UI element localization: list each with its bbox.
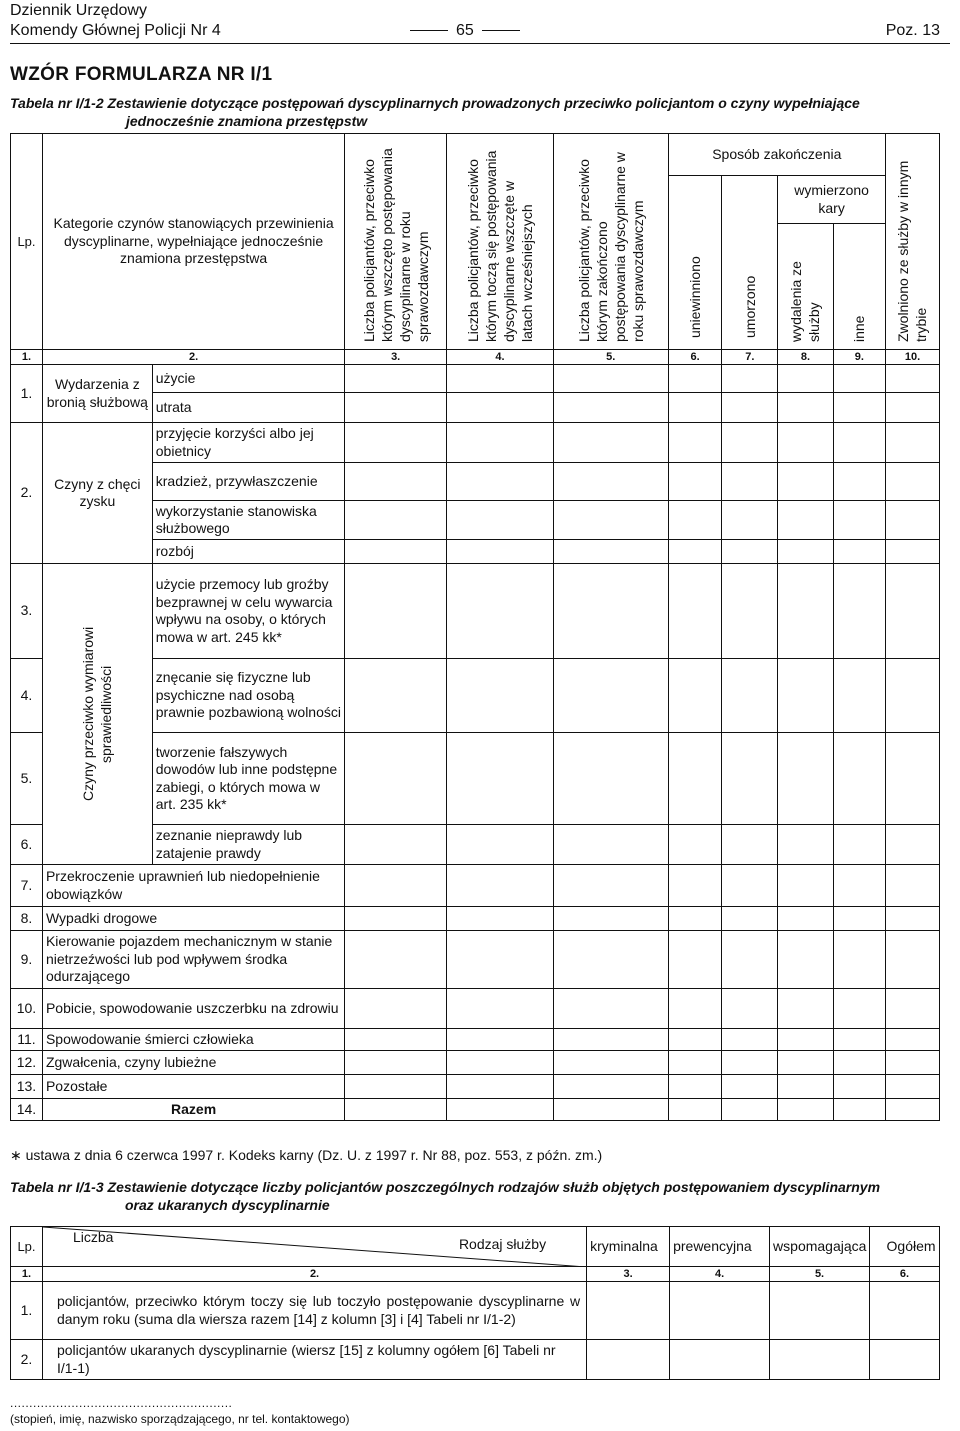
page-number-block (410, 21, 520, 40)
header-col4 (447, 134, 554, 350)
header-penalty: wymierzono kary (778, 176, 886, 224)
table-row (11, 1075, 940, 1099)
journal-name: Dziennik Urzędowy (10, 2, 147, 19)
header-col5 (553, 134, 668, 350)
table-row (11, 423, 940, 463)
table-row (11, 564, 940, 659)
colnum-9: 9. (833, 350, 885, 365)
row-label: znęcanie się fizyczne lub psychiczne nad osobą prawnie pozbawioną wolności (152, 659, 344, 733)
t2-header-total (870, 1227, 940, 1267)
row-number: 4. (11, 659, 43, 733)
row-label-total: Razem (42, 1099, 344, 1121)
group-justice (42, 564, 152, 865)
header-col5-text: Liczba policjantów, przeciwko którym zakończono postępowania dyscyplinarne w roku sprawozdawczym (575, 151, 646, 342)
signature-dots: .......................................................... (10, 1396, 233, 1410)
t2-header-prevention (670, 1227, 770, 1267)
row-label: Przekroczenie uprawnień lub niedopełnienie obowiązków (42, 865, 344, 907)
table-row (11, 907, 940, 931)
row-number: 3. (11, 564, 43, 659)
row-number: 13. (11, 1075, 43, 1099)
t2-header-liczba: Liczba (72, 1229, 114, 1245)
row-number: 1. (11, 365, 43, 423)
row-label: Pobicie, spowodowanie uszczerbku na zdrowiu (42, 989, 344, 1029)
colnum-4: 4. (447, 350, 554, 365)
row-label: użycie (152, 365, 344, 393)
table-row (11, 1340, 940, 1380)
row-number: 2. (11, 423, 43, 564)
header-released (885, 134, 939, 350)
colnum-8: 8. (778, 350, 833, 365)
row-label: utrata (152, 393, 344, 423)
row-label: Kierowanie pojazdem mechanicznym w stanie nietrzeźwości lub pod wpływem środka odurzającego (42, 931, 344, 989)
table-row (11, 1051, 940, 1075)
table-row-total (11, 1099, 940, 1121)
table-row (11, 365, 940, 393)
column-number-row (11, 350, 940, 365)
table2-caption-line2: oraz ukaranych dyscyplinarnie (125, 1197, 330, 1213)
header-divider (10, 43, 950, 44)
t2-colnum-3: 3. (587, 1267, 670, 1282)
table-row (11, 989, 940, 1029)
t2-colnum-4: 4. (670, 1267, 770, 1282)
header-discontinued (722, 176, 778, 350)
row-number: 8. (11, 907, 43, 931)
header-categories: Kategorie czynów stanowiących przewinienia dyscyplinarne, wypełniające jednocześnie znamiona przestępstwa (42, 134, 344, 350)
header-acquitted (668, 176, 722, 350)
colnum-6: 6. (668, 350, 722, 365)
row-label: Pozostałe (42, 1075, 344, 1099)
t2-header-support-text: wspomagająca (773, 1238, 867, 1255)
colnum-10: 10. (885, 350, 939, 365)
t2-colnum-6: 6. (870, 1267, 940, 1282)
row-number: 2. (11, 1340, 43, 1380)
row-number: 5. (11, 733, 43, 825)
row-label: Zgwałcenia, czyny lubieżne (42, 1051, 344, 1075)
row-number: 9. (11, 931, 43, 989)
t2-header-total-text: Ogółem (886, 1238, 936, 1255)
t2-header-criminal (587, 1227, 670, 1267)
footnote: ∗ ustawa z dnia 6 czerwca 1997 r. Kodeks karny (Dz. U. z 1997 r. Nr 88, poz. 553, z późn. zm.) (10, 1147, 603, 1163)
colnum-1: 1. (11, 350, 43, 365)
row-label: policjantów ukaranych dyscyplinarnie (wiersz [15] z kolumny ogółem [6] Tabeli nr I/1-1) (42, 1340, 586, 1380)
row-label: Spowodowanie śmierci człowieka (42, 1029, 344, 1051)
header-col3 (345, 134, 447, 350)
row-number: 12. (11, 1051, 43, 1075)
table2-caption (10, 1178, 880, 1214)
row-label: użycie przemocy lub groźby bezprawnej w celu wywarcia wpływu na osoby, o których mowa w art. 245 kk* (152, 564, 344, 659)
header-other-text: inne (851, 315, 868, 342)
header-method: Sposób zakończenia (668, 134, 885, 176)
colnum-2: 2. (42, 350, 344, 365)
t2-header-criminal-text: kryminalna (590, 1238, 658, 1255)
row-number: 6. (11, 825, 43, 865)
t2-header-liczba-rodzaj (42, 1227, 586, 1267)
t2-column-number-row (11, 1267, 940, 1282)
table2 (10, 1226, 940, 1380)
table-row (11, 931, 940, 989)
row-label: zeznanie nieprawdy lub zatajenie prawdy (152, 825, 344, 865)
page-number: 65 (456, 22, 474, 39)
t2-header-prevention-text: prewencyjna (673, 1238, 752, 1255)
group-weapon: Wydarzenia z bronią służbową (42, 365, 152, 423)
header-discontinued-text: umorzono (741, 275, 758, 338)
header-acquitted-text: uniewinniono (687, 255, 704, 338)
row-label: tworzenie fałszywych dowodów lub inne podstępne zabiegi, o których mowa w art. 235 kk* (152, 733, 344, 825)
colnum-5: 5. (553, 350, 668, 365)
header-lp: Lp. (11, 134, 43, 350)
group-justice-text: Czyny przeciwko wymiarowi sprawiedliwości (80, 626, 115, 802)
table1 (10, 133, 940, 1121)
position-label: Poz. 13 (885, 22, 940, 39)
t2-colnum-5: 5. (770, 1267, 870, 1282)
t2-header-rodzaj: Rodzaj służby (458, 1236, 547, 1252)
group-profit: Czyny z chęci zysku (42, 423, 152, 564)
header-other (833, 224, 885, 350)
row-label: przyjęcie korzyści albo jej obietnicy (152, 423, 344, 463)
colnum-3: 3. (345, 350, 447, 365)
signature-label: (stopień, imię, nazwisko sporządzającego, nr tel. kontaktowego) (10, 1412, 350, 1426)
row-number: 10. (11, 989, 43, 1029)
rule-right (482, 30, 520, 31)
t2-header-support (770, 1227, 870, 1267)
header-released-text: Zwolniono ze służby w innym trybie (895, 160, 930, 342)
header-col4-text: Liczba policjantów, przeciwko którym toczą się postępowania dyscyplinarne wszczęte w latach wcześniejszych (464, 150, 535, 342)
row-label: wykorzystanie stanowiska służbowego (152, 501, 344, 540)
row-number: 11. (11, 1029, 43, 1051)
table1-caption-line1: Tabela nr I/1-2 Zestawienie dotyczące postępowań dyscyplinarnych prowadzonych przeciwko policjantom o czyny wypełniające (10, 95, 860, 111)
header-dismissal-text: wydalenia ze służby (788, 260, 823, 342)
row-number: 7. (11, 865, 43, 907)
header-col3-text: Liczba policjantów, przeciwko którym wszczęto postępowania dyscyplinarne w roku sprawozdawczym (360, 147, 431, 342)
row-number: 14. (11, 1099, 43, 1121)
t2-colnum-2: 2. (42, 1267, 586, 1282)
t2-header-lp: Lp. (11, 1227, 43, 1267)
rule-left (410, 30, 448, 31)
row-label: kradzież, przywłaszczenie (152, 463, 344, 501)
row-label: policjantów, przeciwko którym toczy się lub toczyło postępowanie dyscyplinarne w danym roku (suma dla wiersza razem [14] z kolumn [3] i [4] Tabeli nr I/1-2) (42, 1282, 586, 1340)
table-row (11, 1029, 940, 1051)
table-row (11, 865, 940, 907)
table1-caption-line2: jednocześnie znamiona przestępstw (126, 113, 368, 129)
row-number: 1. (11, 1282, 43, 1340)
row-label: rozbój (152, 540, 344, 564)
colnum-7: 7. (722, 350, 778, 365)
table1-caption (10, 94, 860, 130)
t2-colnum-1: 1. (11, 1267, 43, 1282)
table-row (11, 1282, 940, 1340)
journal-issue: Komendy Głównej Policji Nr 4 (10, 22, 221, 39)
form-title: WZÓR FORMULARZA NR I/1 (10, 64, 273, 85)
table2-caption-line1: Tabela nr I/1-3 Zestawienie dotyczące liczby policjantów poszczególnych rodzajów służb objętych postępowaniem dyscyplinarnym (10, 1179, 881, 1195)
header-dismissal (778, 224, 833, 350)
row-label: Wypadki drogowe (42, 907, 344, 931)
